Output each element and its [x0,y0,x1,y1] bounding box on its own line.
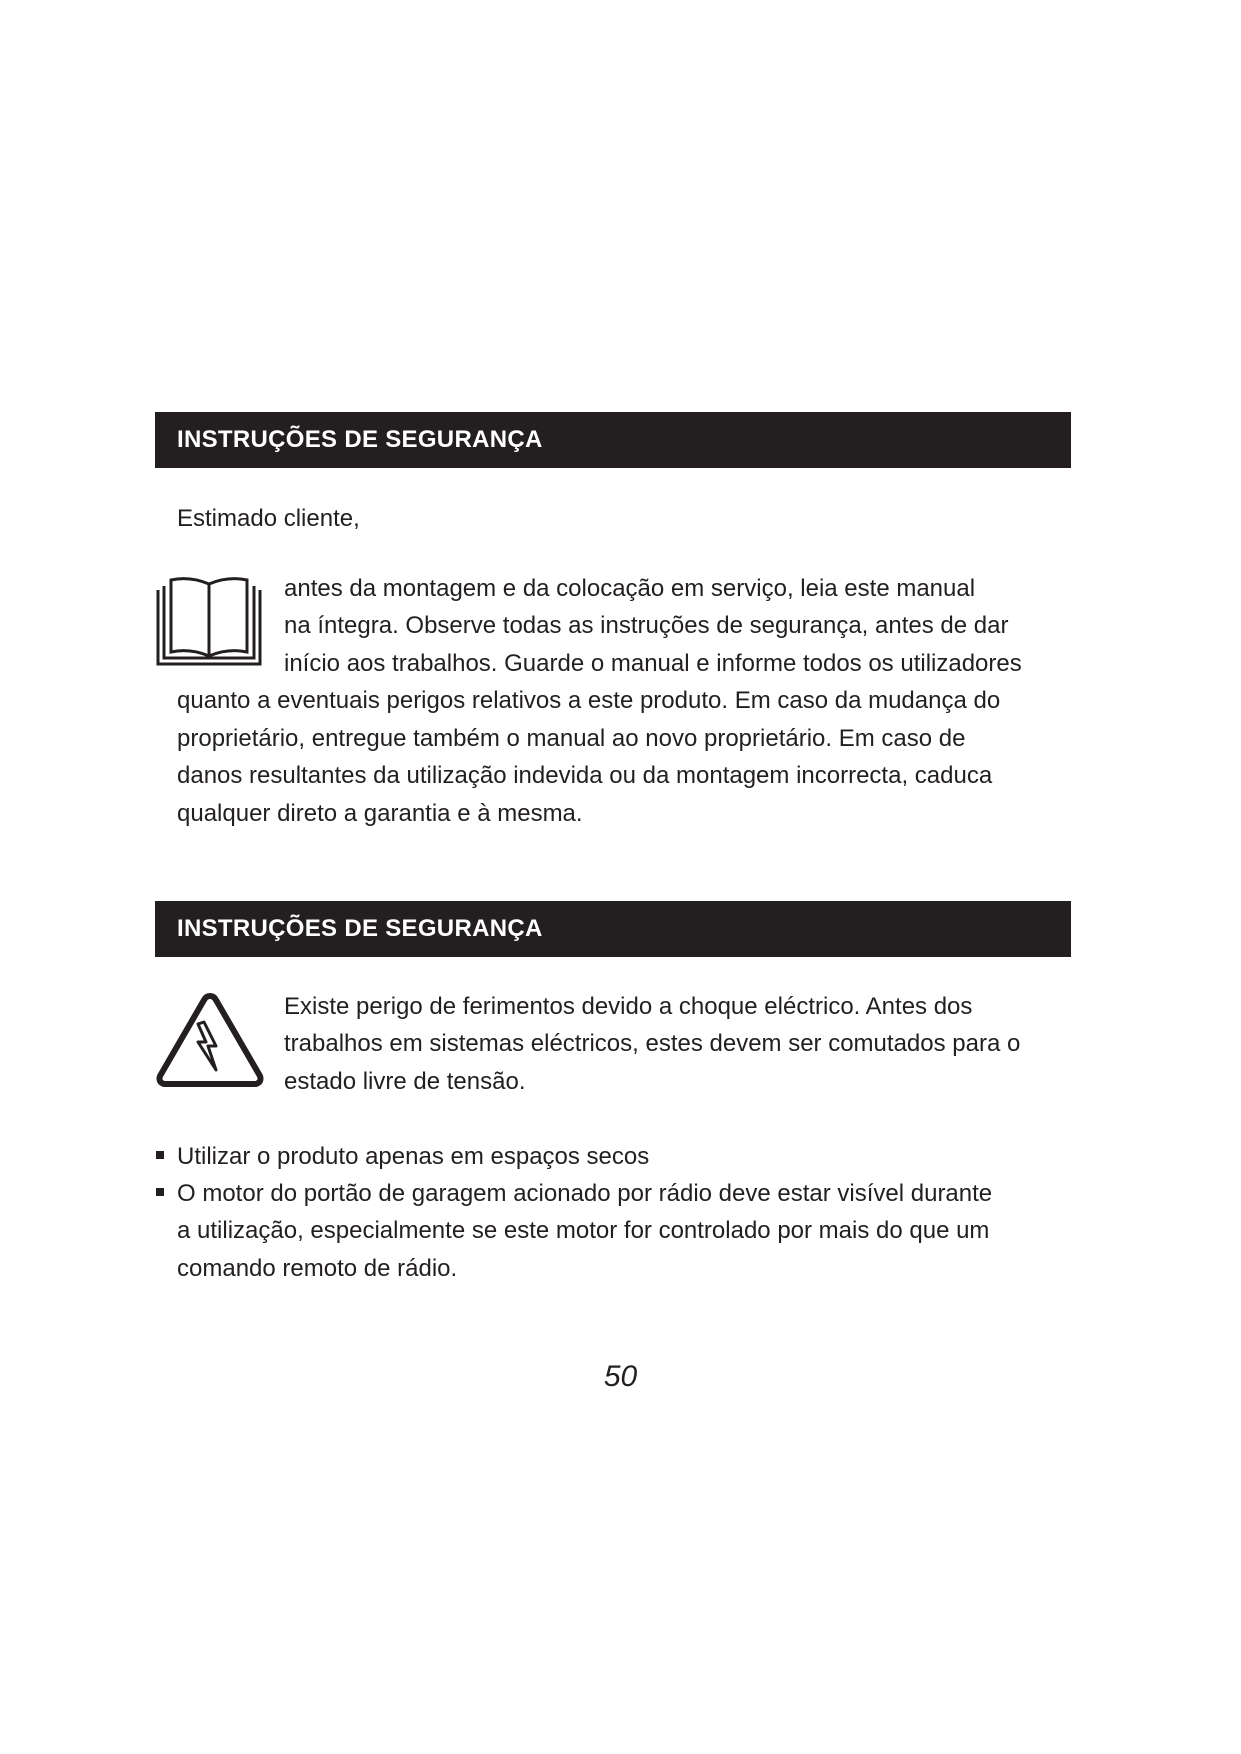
bullet-2-line-2: a utilização, especialmente se este motor for controlado por mais do que um [177,1217,990,1244]
intro-text-line-1: antes da montagem e da colocação em serviço, leia este manual [284,575,976,602]
bullet-1-line-1: Utilizar o produto apenas em espaços secos [177,1143,650,1170]
hazard-text-line-2: trabalhos em sistemas eléctricos, estes devem ser comutados para o [284,1030,1021,1057]
intro-text-line-5: proprietário, entregue também o manual ao novo proprietário. Em caso de [177,725,966,752]
section-heading-2: INSTRUÇÕES DE SEGURANÇA [155,901,1071,957]
intro-text-line-3: início aos trabalhos. Guarde o manual e informe todos os utilizadores [284,650,1022,677]
bullet-2-line-3: comando remoto de rádio. [177,1255,458,1282]
section-heading-1: INSTRUÇÕES DE SEGURANÇA [155,412,1071,468]
bullet-square-icon [156,1151,164,1159]
intro-text-line-6: danos resultantes da utilização indevida ou da montagem incorrecta, caduca [177,762,993,789]
hazard-text-line-1: Existe perigo de ferimentos devido a choque eléctrico. Antes dos [284,993,973,1020]
hazard-text-line-3: estado livre de tensão. [284,1068,526,1095]
electric-hazard-warning-icon [154,990,266,1090]
greeting-text: Estimado cliente, [177,505,360,532]
bullet-2-line-1: O motor do portão de garagem acionado por rádio deve estar visível durante [177,1180,993,1207]
page-number: 50 [603,1360,638,1393]
intro-text-line-2: na íntegra. Observe todas as instruções de segurança, antes de dar [284,612,1009,639]
open-book-icon [154,576,264,668]
intro-text-line-7: qualquer direto a garantia e à mesma. [177,800,583,827]
bullet-square-icon [156,1188,164,1196]
intro-text-line-4: quanto a eventuais perigos relativos a este produto. Em caso da mudança do [177,687,1001,714]
